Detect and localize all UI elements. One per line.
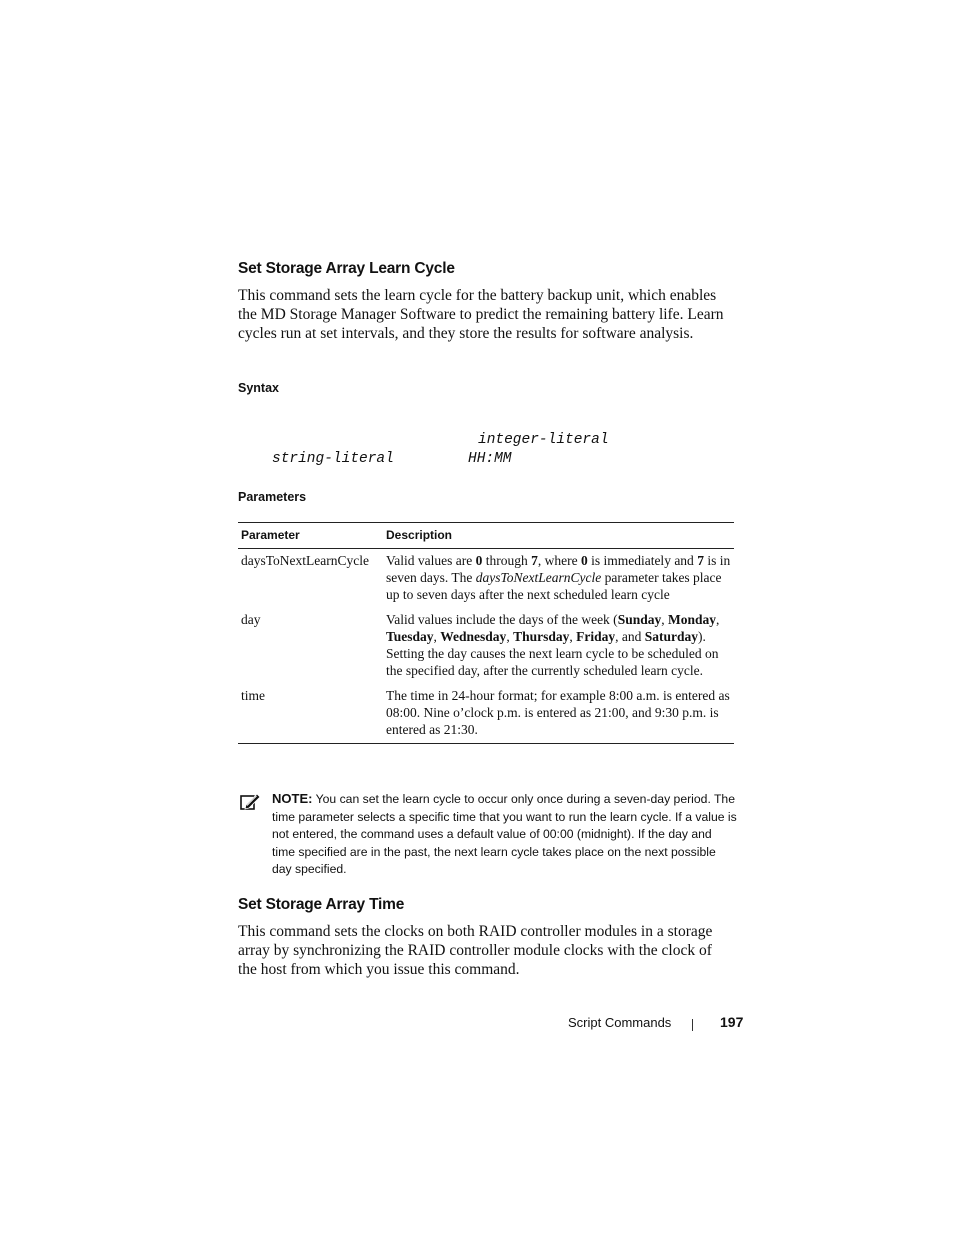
param-description: Valid values include the days of the week (Sunday, Monday, Tuesday, Wednesday, Thursday, Friday, and Saturday). Setting the day causes the next learn cycle to be scheduled on the specified day, after the currently scheduled learn cycle.	[386, 612, 720, 678]
pencil-note-icon	[240, 792, 262, 810]
parameters-heading: Parameters	[238, 490, 307, 504]
syntax-integer-literal: integer-literal	[478, 432, 609, 448]
note-text: NOTE: You can set the learn cycle to occur only once during a seven-day period. The time parameter selects a specific time that you want to run the learn cycle. If a value is not entered, the command uses a default value of 00:00 (midnight). If the day and time specified are in the past, the next learn cycle takes place on the next possible day specified.	[272, 791, 737, 876]
syntax-heading: Syntax	[238, 381, 279, 395]
column-header-description: Description	[383, 523, 734, 549]
learn-cycle-intro: This command sets the learn cycle for the battery backup unit, which enables the MD Storage Manager Software to predict the remaining battery life. Learn cycles run at set intervals, and they store the results for software analysis.	[238, 287, 724, 342]
array-time-intro: This command sets the clocks on both RAID controller modules in a storage array by synchronizing the RAID controller module clocks with the clock of the host from which you issue this command.	[238, 923, 713, 978]
param-description: Valid values are 0 through 7, where 0 is immediately and 7 is in seven days. The daysToNextLearnCycle parameter takes place up to seven days after the next scheduled learn cycle	[386, 553, 731, 602]
param-name: daysToNextLearnCycle	[241, 553, 370, 568]
section-heading-array-time: Set Storage Array Time	[238, 896, 405, 913]
section-heading-learn-cycle: Set Storage Array Learn Cycle	[238, 260, 455, 277]
footer-section-title: Script Commands	[568, 1015, 672, 1030]
syntax-string-literal: string-literal	[272, 451, 394, 467]
syntax-time-format: HH:MM	[468, 451, 512, 467]
table-row	[238, 611, 734, 687]
table-row	[238, 687, 734, 744]
footer-divider	[692, 1019, 693, 1031]
parameters-table	[238, 522, 734, 744]
page-number: 197	[720, 1014, 744, 1030]
param-description: The time in 24-hour format; for example 8:00 a.m. is entered as 08:00. Nine o’clock p.m. is entered as 21:00, and 9:30 p.m. is entered as 21:30.	[383, 687, 734, 744]
param-name: time	[238, 687, 383, 744]
param-name: day	[241, 612, 261, 627]
column-header-parameter: Parameter	[238, 523, 383, 549]
table-row	[238, 549, 734, 612]
